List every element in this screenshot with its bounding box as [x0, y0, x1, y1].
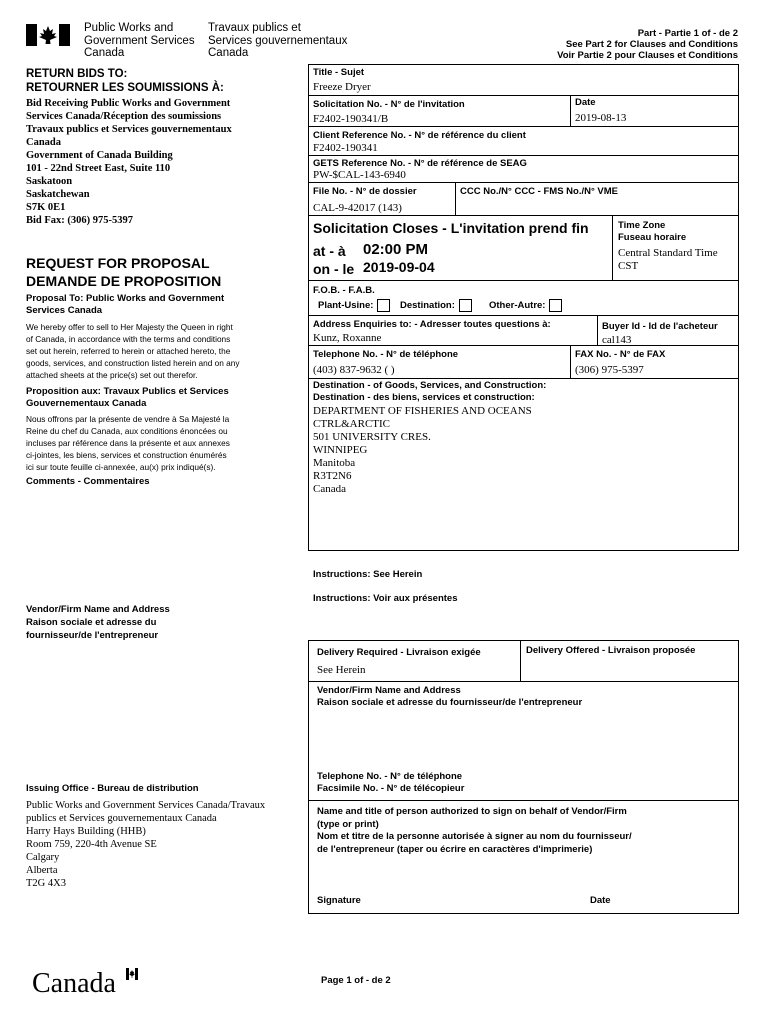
client-ref-label: Client Reference No. - N° de référence du client	[313, 130, 526, 141]
vendor-address-label-left: Vendor/Firm Name and Address Raison sociale et adresse du fournisseur/de l'entrepreneur	[26, 604, 170, 641]
at-value[interactable]: 02:00 PM	[363, 241, 429, 258]
proposal-to-fr: Proposition aux: Travaux Publics et Services Gouvernementaux Canada	[26, 386, 229, 409]
issuing-office-label: Issuing Office - Bureau de distribution	[26, 783, 199, 794]
gets-label: GETS Reference No. - N° de référence de SEAG	[313, 158, 527, 169]
dept-name-en: Public Works and Government Services Canada	[84, 22, 195, 59]
comments-label: Comments - Commentaires	[26, 476, 150, 487]
title-value[interactable]: Freeze Dryer	[313, 81, 371, 93]
part-line-1: Part - Partie 1 of - de 2	[637, 28, 738, 39]
file-value[interactable]: CAL-9-42017 (143)	[313, 202, 402, 214]
delivery-required-value[interactable]: See Herein	[317, 664, 366, 676]
fax-value[interactable]: (306) 975-5397	[575, 364, 644, 376]
delivery-required-label: Delivery Required - Livraison exigée	[317, 647, 481, 658]
time-zone-label: Time Zone Fuseau horaire	[618, 220, 687, 243]
destination-label: Destination - of Goods, Services, and Construction: Destination - des biens, services et construction:	[313, 380, 547, 403]
destination-option-label: Destination:	[400, 300, 455, 312]
date-label: Date	[575, 97, 596, 108]
other-checkbox[interactable]	[549, 299, 562, 312]
part-line-3: Voir Partie 2 pour Clauses et Conditions	[557, 50, 738, 61]
signature-date-label: Date	[590, 895, 611, 906]
part-line-2: See Part 2 for Clauses and Conditions	[565, 39, 738, 50]
plant-option[interactable]	[318, 299, 390, 312]
canada-flag-logo	[26, 24, 70, 46]
return-bids-title: RETURN BIDS TO: RETOURNER LES SOUMISSIONS À:	[26, 68, 224, 94]
authorized-person-field[interactable]	[312, 860, 735, 890]
other-label: Other-Autre:	[489, 300, 546, 312]
issuing-office-address: Public Works and Government Services Canada/Travaux publics et Services gouvernementaux Canada Harry Hays Building (HHB) Room 759, 220-4th Avenue SE Calgary Alberta T2G 4X3	[26, 800, 266, 889]
solicitation-value[interactable]: F2402-190341/B	[313, 113, 389, 125]
plant-label: Plant-Usine:	[318, 300, 374, 312]
rfp-title: REQUEST FOR PROPOSAL DEMANDE DE PROPOSITION	[26, 255, 222, 289]
authorized-person-label: Name and title of person authorized to sign on behalf of Vendor/Firm (type or print) Nom et titre de la personne autorisée à signer au nom du fournisseur/ de l'entrepreneur (taper ou écrire en caractères d'imprimerie)	[317, 806, 632, 855]
proposal-text-en: We hereby offer to sell to Her Majesty the Queen in right of Canada, in accordance with the terms and conditions set out herein, referred to herein or attached hereto, the goods, services, and construction listed herein and on any attached sheets at the price(s) set out therefor.	[26, 322, 240, 380]
canada-wordmark	[32, 968, 116, 1000]
dept-name-fr: Travaux publics et Services gouvernementaux Canada	[208, 22, 348, 59]
instructions-fr: Instructions: Voir aux présentes	[313, 593, 458, 604]
file-label: File No. - N° de dossier	[313, 186, 417, 197]
title-label: Title - Sujet	[313, 67, 365, 78]
buyer-id-value[interactable]: cal143	[602, 334, 632, 346]
tel-fax-label: Telephone No. - N° de téléphone Facsimile No. - N° de télécopieur	[317, 771, 465, 794]
canada-wordmark-text: Canada	[32, 968, 116, 999]
wordmark-flag-icon	[126, 968, 138, 980]
proposal-to-en: Proposal To: Public Works and Government Services Canada	[26, 293, 225, 316]
destination-checkbox[interactable]	[459, 299, 472, 312]
at-label: at - à	[313, 243, 346, 259]
solicitation-label: Solicitation No. - N° de l'invitation	[313, 99, 465, 110]
ccc-label: CCC No./N° CCC - FMS No./N° VME	[460, 186, 619, 197]
destination-value[interactable]: DEPARTMENT OF FISHERIES AND OCEANS CTRL&ARCTIC 501 UNIVERSITY CRES. WINNIPEG Manitoba R3T2N6 Canada	[313, 405, 532, 495]
time-zone-value[interactable]: Central Standard Time CST	[618, 247, 718, 272]
instructions-en: Instructions: See Herein	[313, 569, 423, 580]
other-option[interactable]	[489, 299, 562, 312]
proposal-text-fr: Nous offrons par la présente de vendre à Sa Majesté la Reine du chef du Canada, aux conditions énoncées ou incluses par référence dans la présente et aux annexes ci-jointes, les biens, services et construction énumérés ici sur toute feuille ci-annexée, au(x) prix indiqué(s).	[26, 414, 230, 472]
client-ref-value[interactable]: F2402-190341	[313, 142, 378, 154]
return-bids-address: Bid Receiving Public Works and Government Services Canada/Réception des soumissions Travaux publics et Services gouvernementaux Canada Government of Canada Building 101 - 22nd Street East, Suite 110 Saskatoon Saskatchewan S7K 0E1 Bid Fax: (306) 975-5397	[26, 98, 232, 226]
fax-label: FAX No. - N° de FAX	[575, 349, 666, 360]
closes-label: Solicitation Closes - L'invitation prend fin	[313, 220, 589, 236]
address-enquiries-value[interactable]: Kunz, Roxanne	[313, 332, 382, 344]
on-value[interactable]: 2019-09-04	[363, 259, 435, 275]
signature-label: Signature	[317, 895, 361, 906]
buyer-id-label: Buyer Id - Id de l'acheteur	[602, 321, 718, 332]
address-enquiries-label: Address Enquiries to: - Adresser toutes questions à:	[313, 319, 551, 330]
destination-option[interactable]	[400, 299, 472, 312]
plant-checkbox[interactable]	[377, 299, 390, 312]
gets-value[interactable]: PW-$CAL-143-6940	[313, 169, 406, 181]
phone-value[interactable]: (403) 837-9632 ( )	[313, 364, 395, 376]
fob-label: F.O.B. - F.A.B.	[313, 285, 375, 296]
phone-label: Telephone No. - N° de téléphone	[313, 349, 459, 360]
on-label: on - le	[313, 261, 355, 277]
page-number: Page 1 of - de 2	[321, 975, 391, 986]
date-value[interactable]: 2019-08-13	[575, 112, 627, 124]
vendor-address-field[interactable]	[312, 712, 735, 767]
vendor-address-label: Vendor/Firm Name and Address Raison sociale et adresse du fournisseur/de l'entrepreneur	[317, 685, 583, 708]
delivery-offered-label: Delivery Offered - Livraison proposée	[526, 645, 696, 656]
